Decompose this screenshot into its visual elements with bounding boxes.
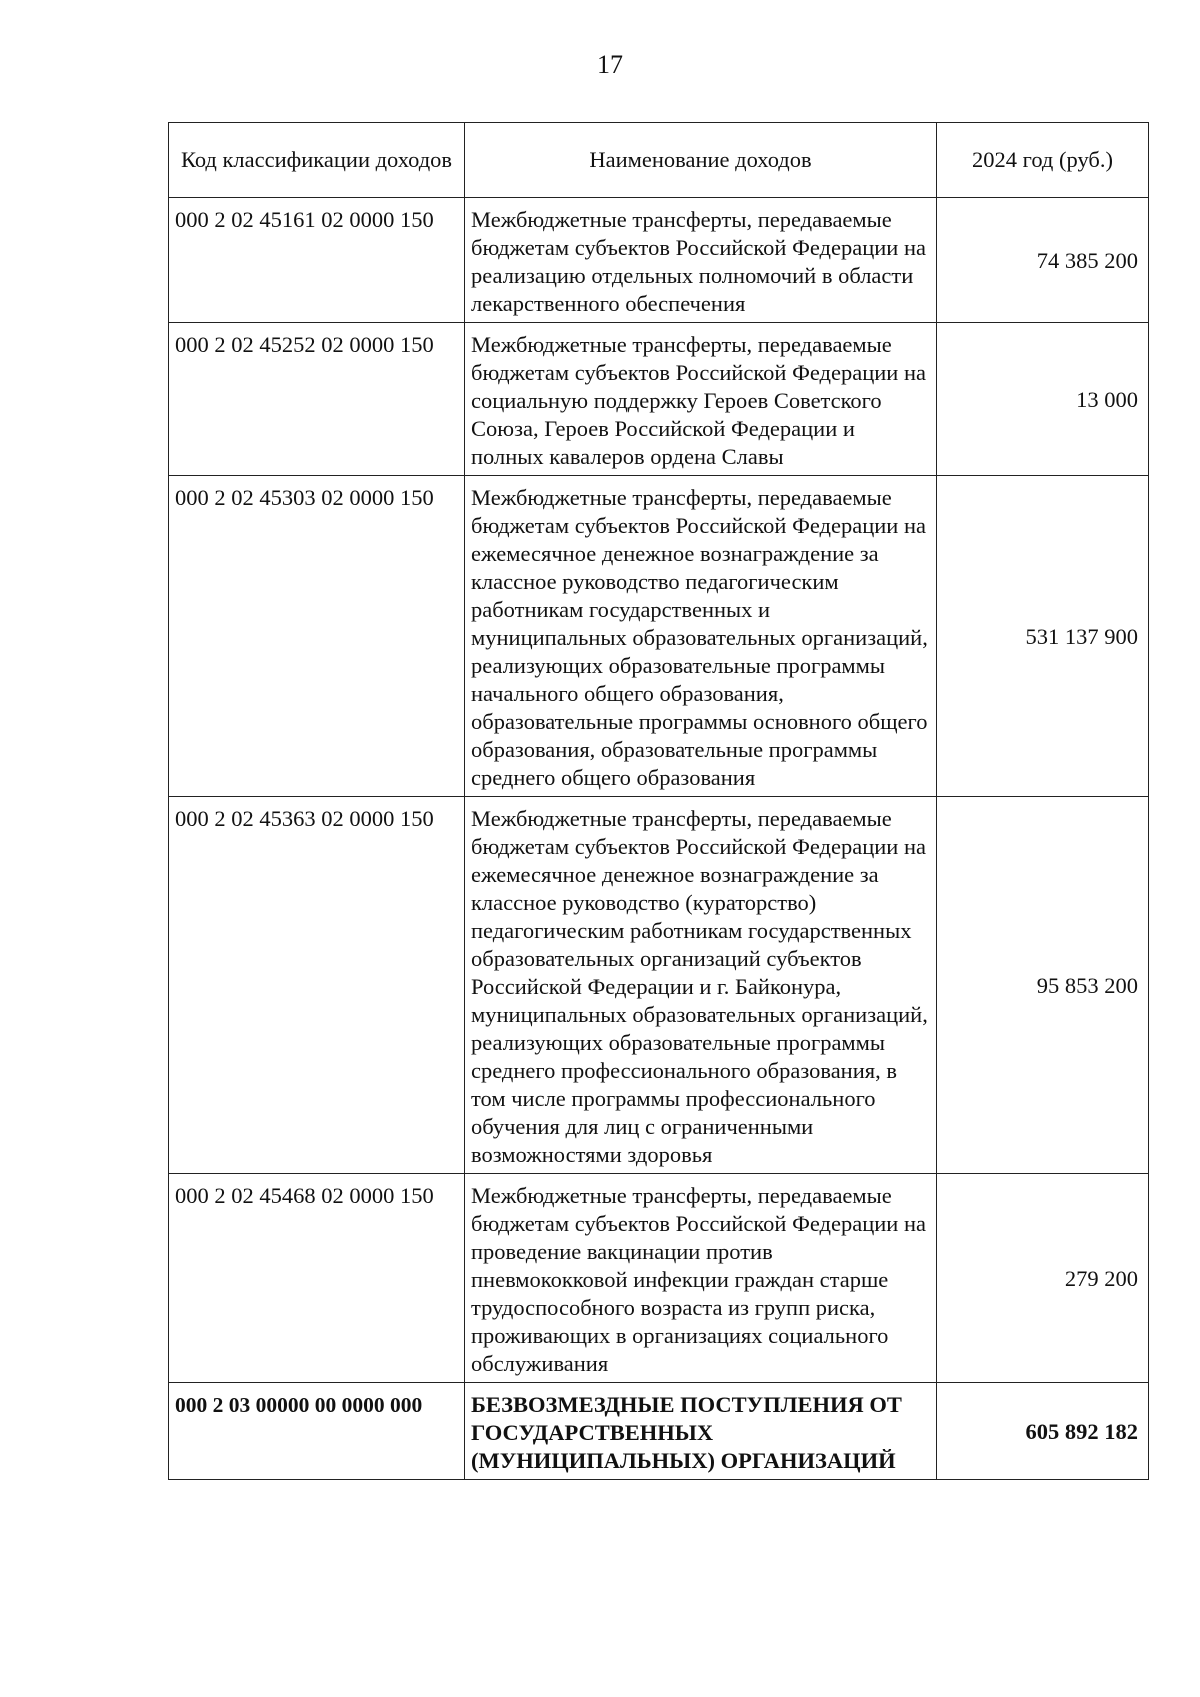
row-name: БЕЗВОЗМЕЗДНЫЕ ПОСТУПЛЕНИЯ ОТ ГОСУДАРСТВЕННЫХ (МУНИЦИПАЛЬНЫХ) ОРГАНИЗАЦИЙ [465,1383,937,1480]
header-name: Наименование доходов [465,123,937,198]
row-name: Межбюджетные трансферты, передаваемые бюджетам субъектов Российской Федерации на проведение вакцинации против пневмококковой инфекции граждан старше трудоспособного возраста из групп риска, проживающих в организациях социального обслуживания [465,1174,937,1383]
table-row [169,476,1149,797]
table-row [169,323,1149,476]
row-code: 000 2 02 45303 02 0000 150 [169,476,465,797]
row-amount: 13 000 [937,323,1149,476]
row-name: Межбюджетные трансферты, передаваемые бюджетам субъектов Российской Федерации на ежемесячное денежное вознаграждение за классное руководство (кураторство) педагогическим работникам государственных образовательных организаций субъектов Российской Федерации и г. Байконура, муниципальных образовательных организаций, реализующих образовательные программы среднего профессионального образования, в том числе программы профессионального обучения для лиц с ограниченными возможностями здоровья [465,797,937,1174]
row-code: 000 2 02 45161 02 0000 150 [169,198,465,323]
header-amount: 2024 год (руб.) [937,123,1149,198]
revenue-table [168,122,1149,1480]
row-code: 000 2 03 00000 00 0000 000 [169,1383,465,1480]
table-row [169,1174,1149,1383]
row-name: Межбюджетные трансферты, передаваемые бюджетам субъектов Российской Федерации на социальную поддержку Героев Советского Союза, Героев Российской Федерации и полных кавалеров ордена Славы [465,323,937,476]
row-amount: 279 200 [937,1174,1149,1383]
table-row [169,797,1149,1174]
header-code: Код классификации доходов [169,123,465,198]
row-name: Межбюджетные трансферты, передаваемые бюджетам субъектов Российской Федерации на ежемесячное денежное вознаграждение за классное руководство педагогическим работникам государственных и муниципальных образовательных организаций, реализующих образовательные программы начального общего образования, образовательные программы основного общего образования, образовательные программы среднего общего образования [465,476,937,797]
table-row [169,198,1149,323]
table-header-row [169,123,1149,198]
row-code: 000 2 02 45363 02 0000 150 [169,797,465,1174]
row-amount: 74 385 200 [937,198,1149,323]
row-name: Межбюджетные трансферты, передаваемые бюджетам субъектов Российской Федерации на реализацию отдельных полномочий в области лекарственного обеспечения [465,198,937,323]
row-amount: 95 853 200 [937,797,1149,1174]
row-code: 000 2 02 45468 02 0000 150 [169,1174,465,1383]
row-amount: 605 892 182 [937,1383,1149,1480]
table-row-total [169,1383,1149,1480]
row-code: 000 2 02 45252 02 0000 150 [169,323,465,476]
page-number: 17 [597,50,623,79]
row-amount: 531 137 900 [937,476,1149,797]
